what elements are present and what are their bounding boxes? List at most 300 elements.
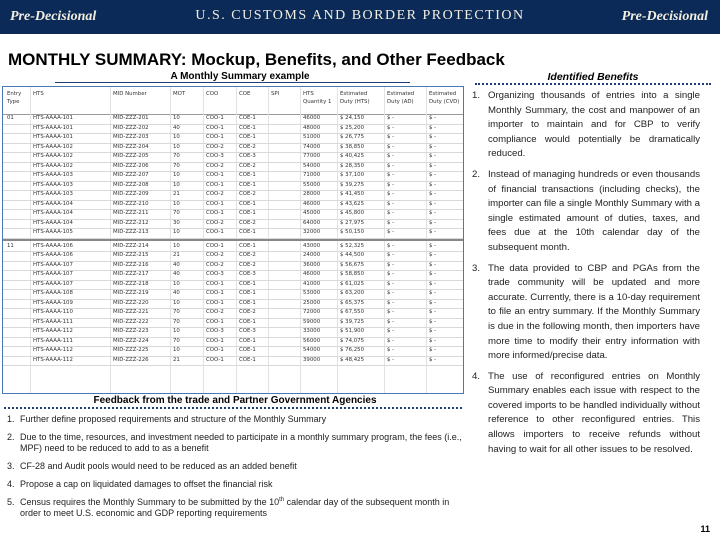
cell-duty-cvd: $ - <box>429 309 437 315</box>
cell-duty-ad: $ - <box>387 229 395 235</box>
cell-mot: 10 <box>173 200 180 207</box>
benefits-list <box>472 89 700 463</box>
cell-duty-cvd: $ - <box>429 210 437 216</box>
feedback-item-number: 4. <box>7 479 15 489</box>
cell-duty-hts: $ 37,100 <box>340 172 365 178</box>
cell-mot: 40 <box>173 271 180 277</box>
cell-mot: 10 <box>173 143 180 150</box>
column-header-line2: Duty (HTS) <box>340 99 370 105</box>
cell-mot: 40 <box>173 261 180 268</box>
column-header-line2: Quantity 1 <box>303 99 332 105</box>
cell-coe: COE-1 <box>239 280 256 287</box>
feedback-item-text: Census requires the Monthly Summary to be submitted by the 10 <box>20 497 280 507</box>
cell-coe: COE-1 <box>239 181 256 188</box>
cell-coe: COE-3 <box>239 153 256 159</box>
cell-duty-hts: $ 40,425 <box>340 153 365 159</box>
feedback-title: Feedback from the trade and Partner Government Agencies <box>93 395 377 406</box>
cell-coe: COE-1 <box>239 318 256 325</box>
cell-hts: HTS-AAAA-102 <box>33 153 73 159</box>
column-header-line1: Estimated <box>387 91 415 97</box>
cell-mot: 10 <box>173 115 180 121</box>
cell-hts-qty: 64000 <box>303 219 321 226</box>
cell-hts-qty: 32000 <box>303 229 321 235</box>
cell-mid: MID-ZZZ-221 <box>113 309 149 315</box>
column-header-line2: Duty (AD) <box>387 99 414 105</box>
cell-duty-ad: $ - <box>387 153 395 159</box>
cell-hts: HTS-AAAA-107 <box>33 280 73 287</box>
cell-mid: MID-ZZZ-226 <box>113 356 149 363</box>
column-header-line2: Duty (CVD) <box>429 99 460 105</box>
cell-mid: MID-ZZZ-202 <box>113 124 149 131</box>
cell-hts: HTS-AAAA-103 <box>33 191 73 197</box>
cell-mid: MID-ZZZ-213 <box>113 229 149 235</box>
cell-coe: COE-1 <box>239 229 256 235</box>
cell-mot: 10 <box>173 181 180 188</box>
cell-coo: COO-1 <box>206 115 224 121</box>
benefit-item-number: 3. <box>472 262 481 274</box>
cell-hts-qty: 51000 <box>303 134 321 140</box>
cell-duty-ad: $ - <box>387 191 395 197</box>
cell-duty-cvd: $ - <box>429 337 437 344</box>
column-header-line2: COE <box>239 91 251 97</box>
cell-duty-ad: $ - <box>387 271 395 277</box>
cell-coe: COE-1 <box>239 124 256 131</box>
cell-coe: COE-2 <box>239 143 256 150</box>
cell-duty-hts: $ 74,075 <box>340 337 365 344</box>
benefit-item-number: 2. <box>472 168 481 180</box>
cell-coe: COE-1 <box>239 242 256 249</box>
column-header-duty-ad <box>387 90 414 106</box>
cell-mid: MID-ZZZ-219 <box>113 290 149 296</box>
feedback-item-number: 1. <box>7 414 15 424</box>
cell-hts: HTS-AAAA-103 <box>33 181 73 188</box>
cell-duty-ad: $ - <box>387 309 395 315</box>
cell-coo: COO-1 <box>206 337 224 344</box>
cell-duty-ad: $ - <box>387 318 395 325</box>
cell-mid: MID-ZZZ-223 <box>113 328 149 334</box>
cell-hts-qty: 59000 <box>303 318 321 325</box>
cell-hts: HTS-AAAA-102 <box>33 143 73 150</box>
benefit-item-text: The data provided to CBP and PGAs from the trade community will be updated and more accurate. Currently, there is a 10-day requirement to file an entry summary. If the Monthly Summary is due in the following month, then importers have more time to modify their entry information with more informed/precise data. <box>488 262 700 362</box>
cell-mot: 10 <box>173 172 180 178</box>
cell-duty-hts: $ 76,250 <box>340 347 365 353</box>
cell-coo: COO-3 <box>206 153 224 159</box>
cell-entry-type: 11 <box>7 242 14 249</box>
cell-mid: MID-ZZZ-220 <box>113 299 149 306</box>
cell-duty-cvd: $ - <box>429 143 437 150</box>
cell-coo: COO-2 <box>206 261 224 268</box>
cell-mid: MID-ZZZ-222 <box>113 318 149 325</box>
cell-duty-hts: $ 27,975 <box>340 219 365 226</box>
column-header-hts <box>33 90 44 98</box>
column-header-coo <box>206 90 218 98</box>
cell-hts: HTS-AAAA-101 <box>33 124 73 131</box>
feedback-item-superscript: th <box>279 497 285 503</box>
feedback-item-number: 5. <box>7 497 15 507</box>
benefit-item <box>472 262 700 364</box>
cell-coo: COO-1 <box>206 356 224 363</box>
cell-duty-hts: $ 28,350 <box>340 162 365 169</box>
cell-entry-type: 01 <box>7 115 14 121</box>
cell-duty-ad: $ - <box>387 200 395 207</box>
cell-coe: COE-2 <box>239 162 256 169</box>
feedback-title-rule <box>4 407 462 409</box>
cell-duty-hts: $ 65,375 <box>340 299 365 306</box>
cell-hts-qty: 72000 <box>303 309 321 315</box>
cell-hts-qty: 54000 <box>303 162 321 169</box>
cell-duty-cvd: $ - <box>429 115 437 121</box>
benefit-item-text: Organizing thousands of entries into a single Monthly Summary, the cost and manpower of an importer to maintain and for CBP to verify compliance would potentially be dramatically reduced. <box>488 90 700 160</box>
benefit-item <box>472 370 700 458</box>
benefit-item-text: Instead of managing hundreds or even thousands of financial transactions (including checks), the importer can file a single Monthly Summary with a single estimated amount of duties, taxes, and fees due at the 10th calendar day of the subsequent month. <box>488 168 700 253</box>
cell-duty-cvd: $ - <box>429 229 437 235</box>
feedback-item <box>7 414 462 425</box>
cell-coe: COE-2 <box>239 309 256 315</box>
cell-duty-ad: $ - <box>387 242 395 249</box>
cell-duty-cvd: $ - <box>429 280 437 287</box>
cell-duty-ad: $ - <box>387 219 395 226</box>
cell-mot: 10 <box>173 280 180 287</box>
cell-coe: COE-1 <box>239 115 256 121</box>
cell-hts-qty: 77000 <box>303 153 321 159</box>
column-header-line1: Entry <box>7 91 22 97</box>
cell-duty-cvd: $ - <box>429 219 437 226</box>
cell-coe: COE-3 <box>239 271 256 277</box>
cell-hts-qty: 39000 <box>303 356 321 363</box>
cell-coe: COE-3 <box>239 328 256 334</box>
cell-coe: COE-2 <box>239 191 256 197</box>
cell-mid: MID-ZZZ-218 <box>113 280 149 287</box>
cell-duty-cvd: $ - <box>429 318 437 325</box>
cell-hts: HTS-AAAA-101 <box>33 134 73 140</box>
column-header-duty-cvd <box>429 90 459 106</box>
cell-coe: COE-2 <box>239 261 256 268</box>
cell-duty-cvd: $ - <box>429 290 437 296</box>
cell-duty-hts: $ 43,625 <box>340 200 365 207</box>
benefit-item-number: 1. <box>472 90 481 101</box>
cell-hts: HTS-AAAA-110 <box>33 309 73 315</box>
cell-coe: COE-1 <box>239 347 256 353</box>
cell-mid: MID-ZZZ-210 <box>113 200 149 207</box>
cell-mid: MID-ZZZ-201 <box>113 115 149 121</box>
feedback-item-text: CF-28 and Audit pools would need to be reduced as an added benefit <box>20 461 297 471</box>
cell-duty-hts: $ 52,325 <box>340 242 365 249</box>
page-title: MONTHLY SUMMARY: Mockup, Benefits, and Other Feedback <box>8 50 505 69</box>
cell-coo: COO-1 <box>206 290 224 296</box>
cell-duty-cvd: $ - <box>429 347 437 353</box>
cell-duty-ad: $ - <box>387 252 395 258</box>
benefit-item <box>472 168 700 256</box>
cell-duty-cvd: $ - <box>429 200 437 207</box>
page-number: 11 <box>700 524 710 534</box>
column-header-line2: Type <box>7 99 20 105</box>
cell-hts: HTS-AAAA-106 <box>33 252 73 258</box>
cell-duty-hts: $ 51,900 <box>340 328 365 334</box>
cell-duty-hts: $ 25,200 <box>340 124 365 131</box>
cell-duty-cvd: $ - <box>429 242 437 249</box>
cell-duty-ad: $ - <box>387 280 395 287</box>
column-header-line2: SPI <box>271 91 280 97</box>
cell-duty-cvd: $ - <box>429 261 437 268</box>
cell-duty-cvd: $ - <box>429 153 437 159</box>
cell-mot: 21 <box>173 356 180 363</box>
feedback-item <box>7 432 462 454</box>
cell-mid: MID-ZZZ-205 <box>113 153 149 159</box>
cell-coo: COO-1 <box>206 124 224 131</box>
cell-mot: 21 <box>173 252 180 258</box>
cell-coo: COO-1 <box>206 347 224 353</box>
cell-mot: 10 <box>173 229 180 235</box>
cell-duty-hts: $ 58,850 <box>340 271 365 277</box>
cell-hts-qty: 46000 <box>303 115 321 121</box>
cell-coo: COO-1 <box>206 200 224 207</box>
cell-duty-ad: $ - <box>387 299 395 306</box>
cell-mot: 10 <box>173 242 180 249</box>
cell-coo: COO-1 <box>206 210 224 216</box>
benefits-title: Identified Benefits <box>547 71 639 83</box>
cell-mot: 21 <box>173 191 180 197</box>
cell-hts: HTS-AAAA-104 <box>33 219 73 226</box>
feedback-item-text: Due to the time, resources, and investment needed to participate in a monthly summary program, the fees (i.e., MPF) need to be reduced to add to as a benefit <box>20 432 462 453</box>
cell-duty-cvd: $ - <box>429 191 437 197</box>
cell-hts-qty: 33000 <box>303 328 321 334</box>
cell-coo: COO-2 <box>206 219 224 226</box>
cell-duty-ad: $ - <box>387 290 395 296</box>
cell-duty-hts: $ 67,550 <box>340 309 365 315</box>
column-header-line1: Estimated <box>429 91 457 97</box>
agency-name: U.S. CUSTOMS AND BORDER PROTECTION <box>195 8 525 23</box>
spreadsheet-header <box>3 87 463 115</box>
cell-mid: MID-ZZZ-225 <box>113 347 149 353</box>
cell-coo: COO-3 <box>206 271 224 277</box>
cell-hts-qty: 46000 <box>303 200 321 207</box>
cell-hts-qty: 24000 <box>303 252 321 258</box>
cell-hts: HTS-AAAA-112 <box>33 347 73 353</box>
cell-mot: 40 <box>173 124 180 131</box>
cell-duty-ad: $ - <box>387 181 395 188</box>
column-header-line2: MOT <box>173 91 186 97</box>
cell-duty-cvd: $ - <box>429 124 437 131</box>
cell-duty-ad: $ - <box>387 162 395 169</box>
column-header-line2: HTS <box>33 91 44 97</box>
cell-duty-hts: $ 39,275 <box>340 181 365 188</box>
cell-duty-ad: $ - <box>387 328 395 334</box>
cell-mid: MID-ZZZ-215 <box>113 252 149 258</box>
cell-duty-hts: $ 44,500 <box>340 252 365 258</box>
cell-duty-hts: $ 26,775 <box>340 134 365 140</box>
cell-hts-qty: 54000 <box>303 347 321 353</box>
cell-hts: HTS-AAAA-107 <box>33 271 73 277</box>
cell-duty-hts: $ 48,425 <box>340 356 365 363</box>
cell-duty-ad: $ - <box>387 172 395 178</box>
cell-hts-qty: 36000 <box>303 261 321 268</box>
cell-duty-cvd: $ - <box>429 356 437 363</box>
pre-decisional-right: Pre-Decisional <box>621 9 708 24</box>
table-row <box>3 356 463 367</box>
cell-mid: MID-ZZZ-203 <box>113 134 149 140</box>
cell-hts-qty: 45000 <box>303 210 321 216</box>
cell-coe: COE-1 <box>239 337 256 344</box>
cell-mid: MID-ZZZ-207 <box>113 172 149 178</box>
cell-hts-qty: 43000 <box>303 242 321 249</box>
cell-hts: HTS-AAAA-104 <box>33 210 73 216</box>
cell-coo: COO-2 <box>206 309 224 315</box>
cell-hts-qty: 48000 <box>303 124 321 131</box>
cell-hts: HTS-AAAA-111 <box>33 337 73 344</box>
cell-duty-hts: $ 56,675 <box>340 261 365 268</box>
feedback-item-number: 3. <box>7 461 15 471</box>
cell-coe: COE-1 <box>239 200 256 207</box>
monthly-summary-spreadsheet <box>2 86 464 394</box>
cell-mot: 70 <box>173 309 180 315</box>
cell-coe: COE-1 <box>239 210 256 216</box>
cell-duty-cvd: $ - <box>429 271 437 277</box>
cell-mid: MID-ZZZ-208 <box>113 181 149 188</box>
feedback-item <box>7 497 462 519</box>
cell-coo: COO-2 <box>206 191 224 197</box>
cell-duty-cvd: $ - <box>429 299 437 306</box>
cell-duty-cvd: $ - <box>429 252 437 258</box>
column-header-line2: COO <box>206 91 219 97</box>
benefits-title-rule <box>475 83 711 85</box>
column-header-line2: MID Number <box>113 91 147 97</box>
cell-mot: 70 <box>173 337 180 344</box>
cell-hts: HTS-AAAA-111 <box>33 318 73 325</box>
cell-hts: HTS-AAAA-101 <box>33 115 73 121</box>
cell-hts: HTS-AAAA-108 <box>33 290 73 296</box>
cell-hts: HTS-AAAA-107 <box>33 261 73 268</box>
cell-hts: HTS-AAAA-103 <box>33 172 73 178</box>
feedback-item-text: Propose a cap on liquidated damages to offset the financial risk <box>20 479 273 489</box>
cell-mid: MID-ZZZ-206 <box>113 162 149 169</box>
cell-duty-hts: $ 41,450 <box>340 191 365 197</box>
column-header-line1: HTS <box>303 91 314 97</box>
cell-hts: HTS-AAAA-104 <box>33 200 73 207</box>
column-header-entry-type <box>7 90 21 106</box>
benefit-item-number: 4. <box>472 370 481 382</box>
cell-coo: COO-2 <box>206 252 224 258</box>
cell-mot: 70 <box>173 162 180 169</box>
benefit-item-text: The use of reconfigured entries on Monthly Summary enables each issue with respect to the covered imports to be handled individually without reference to other reconfigured entries. This allows importers to receive refunds without having to wait for all other issues to be resolved. <box>488 370 700 455</box>
cell-coo: COO-3 <box>206 328 224 334</box>
cell-duty-ad: $ - <box>387 210 395 216</box>
cell-coe: COE-1 <box>239 290 256 296</box>
feedback-item-text: Further define proposed requirements and structure of the Monthly Summary <box>20 414 327 424</box>
cell-hts-qty: 53000 <box>303 290 321 296</box>
cell-coe: COE-2 <box>239 219 256 226</box>
cell-hts: HTS-AAAA-112 <box>33 356 73 363</box>
cell-coo: COO-1 <box>206 229 224 235</box>
cell-hts-qty: 71000 <box>303 172 321 178</box>
cell-coo: COO-2 <box>206 143 224 150</box>
table-row <box>3 228 463 239</box>
cell-hts-qty: 41000 <box>303 280 321 287</box>
cell-mot: 40 <box>173 290 180 296</box>
header-banner <box>0 0 720 34</box>
cell-mid: MID-ZZZ-214 <box>113 242 149 249</box>
cell-mot: 10 <box>173 347 180 353</box>
cell-duty-cvd: $ - <box>429 162 437 169</box>
feedback-list <box>7 414 462 526</box>
cell-mot: 30 <box>173 219 180 226</box>
cell-duty-ad: $ - <box>387 134 395 140</box>
cell-mid: MID-ZZZ-211 <box>113 210 149 216</box>
cell-coe: COE-2 <box>239 252 256 258</box>
cell-coo: COO-1 <box>206 172 224 178</box>
cell-mid: MID-ZZZ-209 <box>113 191 149 197</box>
cell-duty-ad: $ - <box>387 143 395 150</box>
cell-duty-ad: $ - <box>387 347 395 353</box>
cell-mot: 70 <box>173 318 180 325</box>
cell-hts: HTS-AAAA-105 <box>33 229 73 235</box>
cell-duty-cvd: $ - <box>429 134 437 140</box>
benefit-item <box>472 89 700 162</box>
column-header-coe <box>239 90 250 98</box>
column-header-hts-qty <box>303 90 331 106</box>
entry-group-separator <box>3 239 463 241</box>
cell-coo: COO-1 <box>206 299 224 306</box>
cell-duty-hts: $ 63,200 <box>340 290 365 296</box>
cell-duty-cvd: $ - <box>429 328 437 334</box>
cell-mid: MID-ZZZ-224 <box>113 337 149 344</box>
cell-mid: MID-ZZZ-204 <box>113 143 149 150</box>
cell-duty-hts: $ 38,850 <box>340 143 365 150</box>
cell-hts-qty: 46000 <box>303 271 321 277</box>
cell-hts: HTS-AAAA-112 <box>33 328 73 334</box>
cell-coo: COO-1 <box>206 318 224 325</box>
cell-duty-cvd: $ - <box>429 172 437 178</box>
mockup-caption: A Monthly Summary example <box>170 71 310 82</box>
cell-mot: 70 <box>173 210 180 216</box>
cell-hts: HTS-AAAA-102 <box>33 162 73 169</box>
cell-hts-qty: 55000 <box>303 181 321 188</box>
cell-duty-ad: $ - <box>387 124 395 131</box>
cell-duty-ad: $ - <box>387 356 395 363</box>
cell-coe: COE-1 <box>239 172 256 178</box>
cell-hts: HTS-AAAA-106 <box>33 242 73 249</box>
feedback-item <box>7 479 462 490</box>
cell-mot: 70 <box>173 153 180 159</box>
cell-hts: HTS-AAAA-109 <box>33 299 73 306</box>
mockup-caption-rule <box>55 82 410 83</box>
cell-coe: COE-1 <box>239 134 256 140</box>
cell-coo: COO-1 <box>206 280 224 287</box>
column-header-duty-hts <box>340 90 370 106</box>
column-header-line1: Estimated <box>340 91 368 97</box>
cell-duty-cvd: $ - <box>429 181 437 188</box>
cell-mid: MID-ZZZ-217 <box>113 271 149 277</box>
cell-duty-hts: $ 24,150 <box>340 115 365 121</box>
cell-mot: 10 <box>173 134 180 140</box>
cell-coo: COO-1 <box>206 134 224 140</box>
cell-duty-ad: $ - <box>387 261 395 268</box>
cell-coe: COE-1 <box>239 356 256 363</box>
cell-mid: MID-ZZZ-212 <box>113 219 149 226</box>
cell-hts-qty: 25000 <box>303 299 321 306</box>
cell-mid: MID-ZZZ-216 <box>113 261 149 268</box>
cell-hts-qty: 56000 <box>303 337 321 344</box>
cell-coo: COO-1 <box>206 242 224 249</box>
cell-hts-qty: 74000 <box>303 143 321 150</box>
cell-coo: COO-2 <box>206 162 224 169</box>
cell-duty-ad: $ - <box>387 115 395 121</box>
cell-duty-hts: $ 45,800 <box>340 210 365 216</box>
cell-duty-hts: $ 61,025 <box>340 280 365 287</box>
cell-hts-qty: 28000 <box>303 191 321 197</box>
column-header-mot <box>173 90 185 98</box>
cell-mot: 10 <box>173 299 180 306</box>
feedback-item-number: 2. <box>7 432 15 442</box>
